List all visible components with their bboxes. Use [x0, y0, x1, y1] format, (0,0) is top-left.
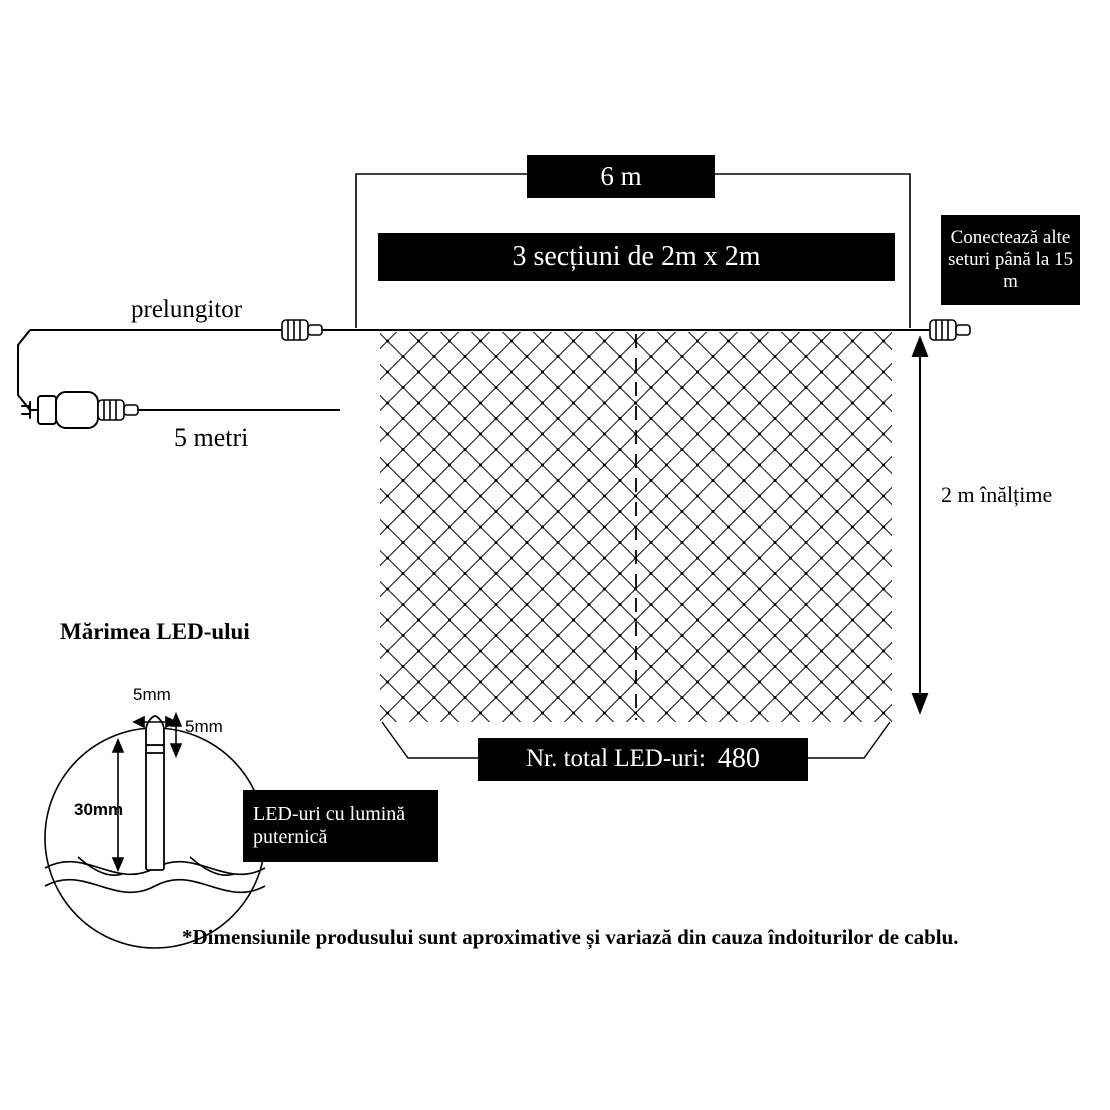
- right-connector-icon: [930, 320, 970, 340]
- left-connector-icon: [282, 320, 322, 340]
- led-total-height-label: 30mm: [74, 800, 124, 819]
- sections-label-text: 3 secțiuni de 2m x 2m: [512, 240, 761, 272]
- led-head-height-label: 5mm: [185, 717, 223, 736]
- bright-leds-chip: [243, 790, 438, 862]
- width-label-text: 6 m: [600, 160, 642, 191]
- lead-length-label: 5 metri: [174, 423, 249, 452]
- net-height-label: 2 m înălțime: [941, 482, 1053, 507]
- total-leds-value: 480: [717, 743, 760, 775]
- extension-cable-label: prelungitor: [131, 296, 243, 323]
- sections-label-chip: [378, 233, 895, 281]
- total-leds-chip: [478, 738, 808, 781]
- footnote-text: *Dimensiunile produsului sunt aproximative și variază din cauza îndoiturilor de cablu.: [182, 925, 959, 949]
- bright-leds-text: LED-uri cu lumină puternică: [253, 803, 406, 848]
- width-label-chip: [527, 155, 715, 198]
- led-width-label: 5mm: [133, 685, 171, 704]
- led-bulb-shape: [146, 716, 164, 870]
- connect-more-sets-text: Conectează alte seturi până la 15 m: [947, 227, 1074, 292]
- connect-more-sets-chip: [941, 215, 1080, 305]
- led-size-title: Mărimea LED-ului: [60, 619, 250, 644]
- height-dimension-arrow: [913, 338, 927, 712]
- plug-connector-icon: [98, 400, 138, 420]
- total-leds-label: Nr. total LED-uri:: [526, 745, 706, 773]
